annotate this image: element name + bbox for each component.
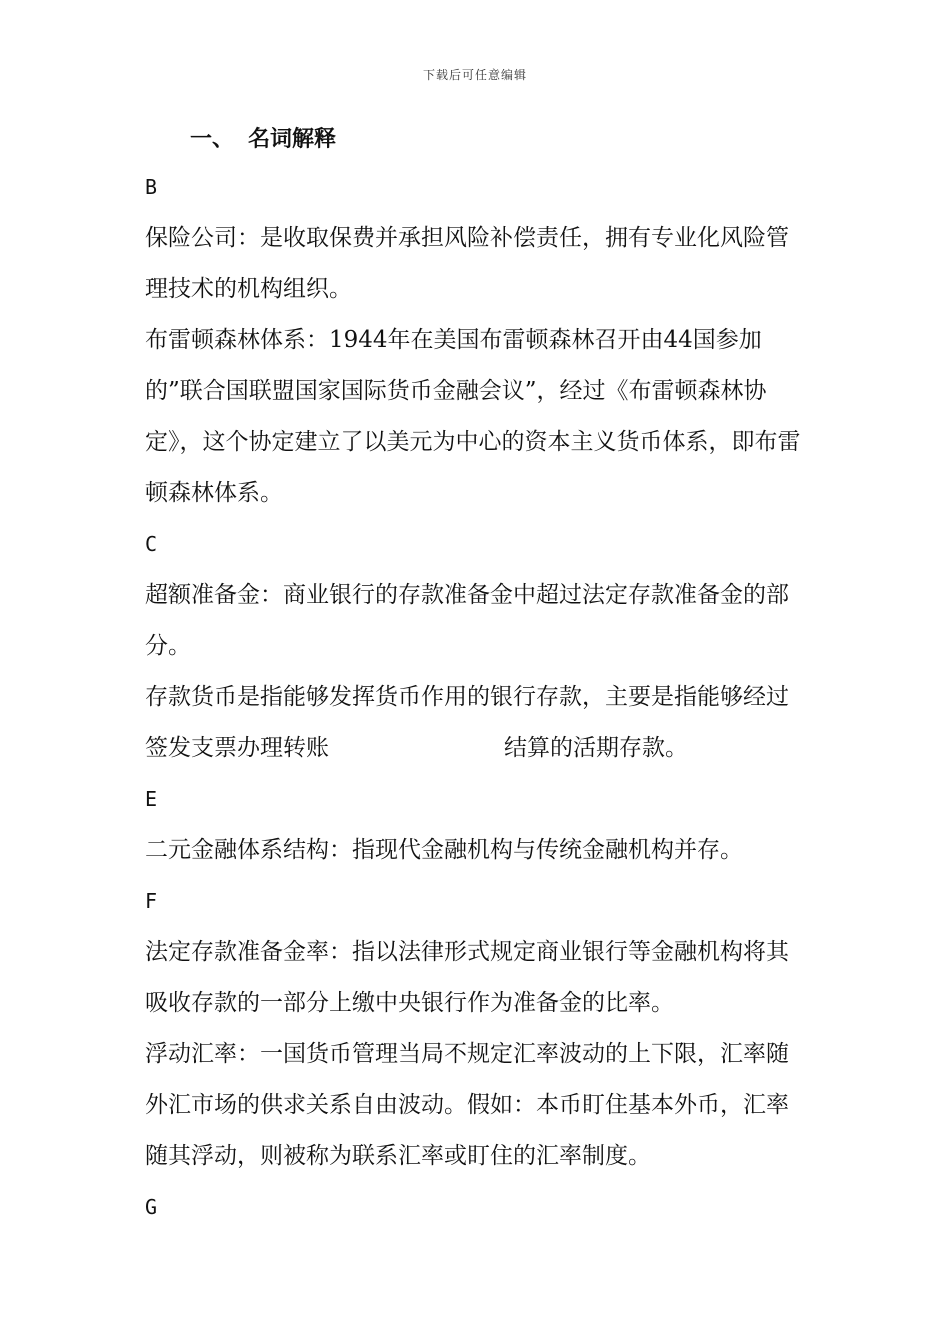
glossary-entry: 二元金融体系结构：指现代金融机构与传统金融机构并存。 bbox=[145, 837, 743, 863]
group-letter: E bbox=[145, 787, 158, 811]
glossary-body bbox=[145, 162, 810, 1233]
entry-text-continued: 结算的活期存款。 bbox=[504, 735, 688, 761]
glossary-entry bbox=[145, 672, 810, 774]
group-letter: B bbox=[145, 175, 158, 199]
glossary-entry: 超额准备金：商业银行的存款准备金中超过法定存款准备金的部分。 bbox=[145, 582, 789, 659]
header-note: 下载后可任意编辑 bbox=[422, 68, 527, 82]
entry-text: 存款货币是指能够发挥货币作用的银行存款，主要是指能够经过签发支票办理转账 bbox=[145, 684, 789, 761]
glossary-entry: 保险公司：是收取保费并承担风险补偿责任，拥有专业化风险管理技术的机构组织。 bbox=[145, 225, 789, 302]
group-letter: C bbox=[145, 532, 158, 556]
glossary-entry: 法定存款准备金率：指以法律形式规定商业银行等金融机构将其吸收存款的一部分上缴中央银行作为准备金的比率。 bbox=[145, 939, 789, 1016]
glossary-entry: 浮动汇率：一国货币管理当局不规定汇率波动的上下限，汇率随外汇市场的供求关系自由波动。假如：本币盯住基本外币，汇率随其浮动，则被称为联系汇率或盯住的汇率制度。 bbox=[145, 1041, 789, 1169]
section-number: 一、 bbox=[190, 127, 235, 152]
section-title: 名词解释 bbox=[248, 127, 337, 152]
section-heading bbox=[190, 122, 336, 153]
group-letter: F bbox=[145, 889, 158, 913]
glossary-entry: 布雷顿森林体系：1944年在美国布雷顿森林召开由44国参加的”联合国联盟国家国际货币金融会议”，经过《布雷顿森林协定》，这个协定建立了以美元为中心的资本主义货币体系，即布雷顿森林体系。 bbox=[145, 327, 801, 506]
group-letter: G bbox=[145, 1195, 158, 1219]
